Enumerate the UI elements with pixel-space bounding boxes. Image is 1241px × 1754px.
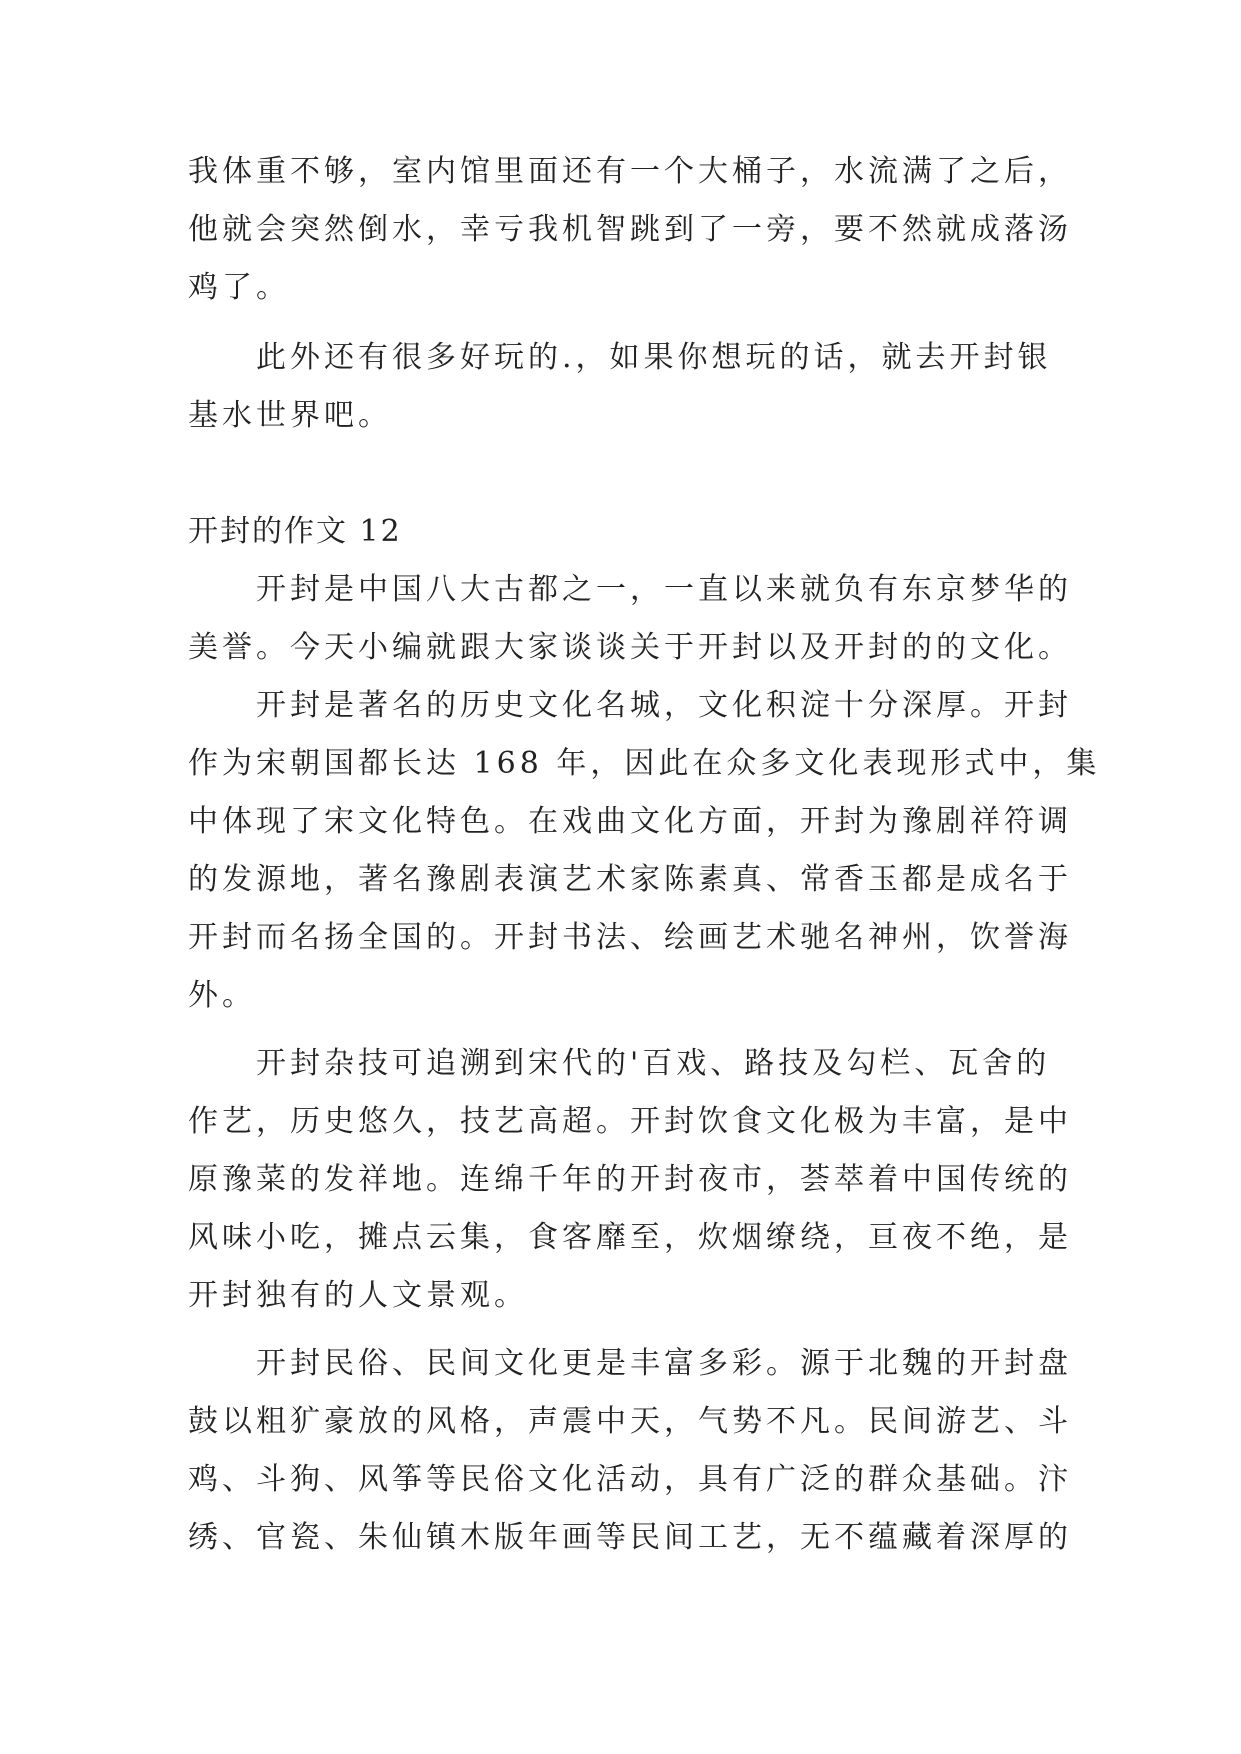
paragraph-line: 基水世界吧。 (188, 398, 392, 433)
paragraph-line: 此外还有很多好玩的.，如果你想玩的话，就去开封银 (188, 340, 1052, 375)
paragraph-line: 开封独有的人文景观。 (188, 1278, 528, 1313)
paragraph-line: 鸡了。 (188, 270, 290, 305)
paragraph-line: 绣、官瓷、朱仙镇木版年画等民间工艺，无不蕴藏着深厚的 (188, 1520, 1072, 1555)
paragraph-line: 开封是中国八大古都之一，一直以来就负有东京梦华的 (188, 572, 1072, 607)
essay-title: 开封的作文 12 (188, 514, 402, 549)
paragraph-line: 中体现了宋文化特色。在戏曲文化方面，开封为豫剧祥符调 (188, 804, 1072, 839)
paragraph-line: 的发源地，著名豫剧表演艺术家陈素真、常香玉都是成名于 (188, 862, 1072, 897)
paragraph-line: 我体重不够，室内馆里面还有一个大桶子，水流满了之后， (188, 154, 1072, 189)
paragraph-line: 作为宋朝国都长达 168 年，因此在众多文化表现形式中，集 (188, 746, 1101, 781)
paragraph-line: 开封而名扬全国的。开封书法、绘画艺术驰名神州，饮誉海 (188, 920, 1072, 955)
paragraph-line: 开封是著名的历史文化名城，文化积淀十分深厚。开封 (188, 688, 1072, 723)
paragraph-line: 鼓以粗犷豪放的风格，声震中天，气势不凡。民间游艺、斗 (188, 1404, 1072, 1439)
paragraph-line: 开封民俗、民间文化更是丰富多彩。源于北魏的开封盘 (188, 1346, 1072, 1381)
paragraph-line: 风味小吃，摊点云集，食客靡至，炊烟缭绕，亘夜不绝，是 (188, 1220, 1072, 1255)
paragraph-line: 他就会突然倒水，幸亏我机智跳到了一旁，要不然就成落汤 (188, 212, 1072, 247)
paragraph-line: 鸡、斗狗、风筝等民俗文化活动，具有广泛的群众基础。汴 (188, 1462, 1072, 1497)
paragraph-line: 原豫菜的发祥地。连绵千年的开封夜市，荟萃着中国传统的 (188, 1162, 1072, 1197)
paragraph-line: 美誉。今天小编就跟大家谈谈关于开封以及开封的的文化。 (188, 630, 1072, 665)
paragraph-line: 外。 (188, 978, 256, 1013)
paragraph-line: 开封杂技可追溯到宋代的'百戏、路技及勾栏、瓦舍的 (188, 1046, 1051, 1081)
paragraph-line: 作艺，历史悠久，技艺高超。开封饮食文化极为丰富，是中 (188, 1104, 1072, 1139)
